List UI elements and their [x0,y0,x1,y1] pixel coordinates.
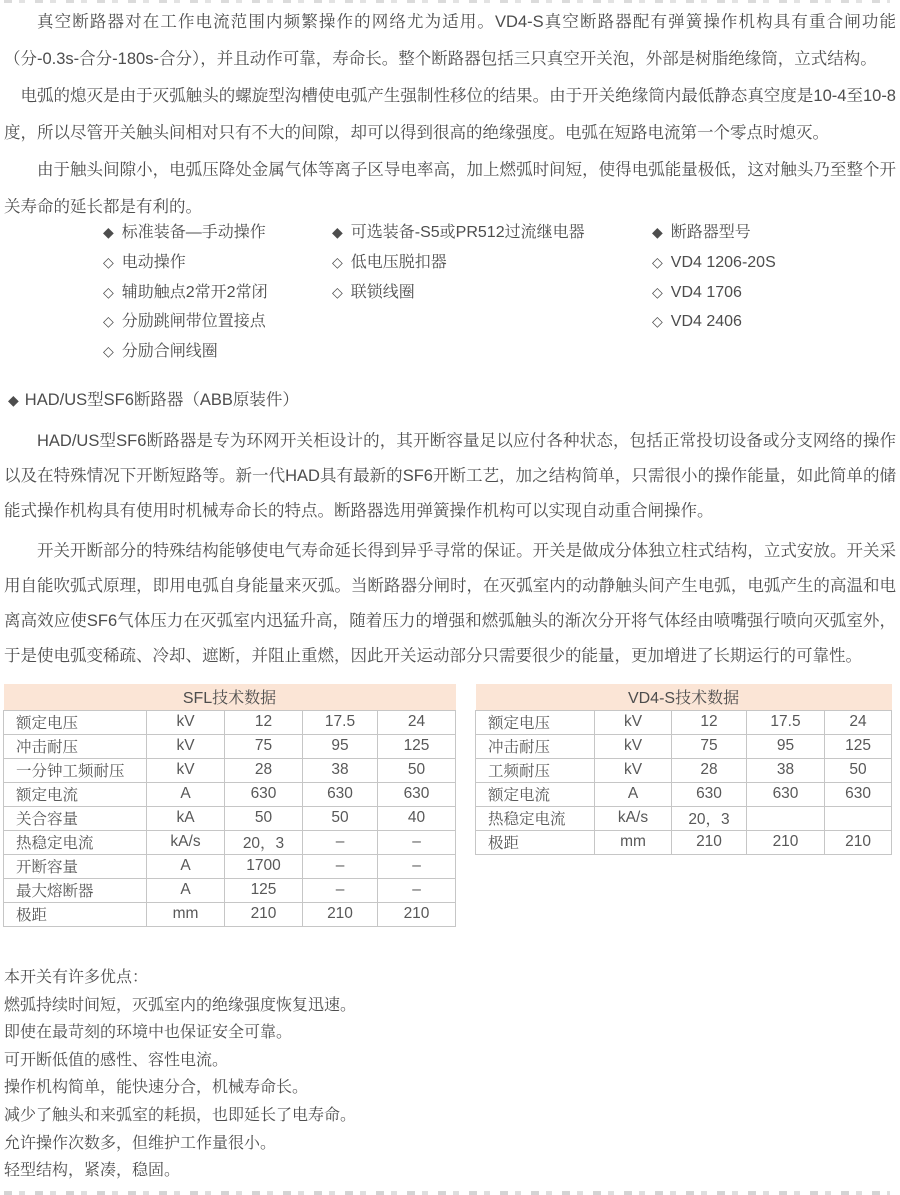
advantage-item: 轻型结构，紧凑，稳固。 [4,1162,181,1180]
advantage-item: 燃弧持续时间短，灭弧室内的绝缘强度恢复迅速。 [4,996,357,1014]
advantages-section [4,964,884,1185]
value-cell [747,806,825,830]
hollow-diamond-icon: ◇ [103,283,114,300]
value-cell: 50 [378,758,456,782]
advantages-title: 本开关有许多优点： [4,969,149,986]
unit-cell: A [147,878,225,902]
row-label-cell: 极距 [476,830,595,854]
table-row [476,710,892,734]
value-cell: 75 [225,734,303,758]
feature-item-label: 分励合闸线圈 [121,343,218,361]
value-cell: 210 [825,830,892,854]
unit-cell: A [147,782,225,806]
intro-section [4,4,896,226]
table-title: SFL技术数据 [4,684,456,710]
unit-cell: kV [595,710,672,734]
filled-diamond-icon: ◆ [8,392,19,408]
feature-item [332,278,585,308]
value-cell: 50 [303,806,378,830]
hollow-diamond-icon: ◇ [652,283,663,300]
value-cell: 20，3 [672,806,747,830]
feature-item-label: VD4 2406 [670,313,742,331]
feature-item [652,307,776,337]
filled-diamond-icon: ◆ [332,224,343,240]
value-cell: 28 [672,758,747,782]
section-heading [8,390,896,411]
equipment-options-section [0,218,900,378]
cropped-text-edge-top [4,0,890,3]
table-row [4,902,456,926]
value-cell: 38 [747,758,825,782]
row-label-cell: 热稳定电流 [476,806,595,830]
value-cell: 24 [378,710,456,734]
sfl-tech-table [3,684,456,927]
hollow-diamond-icon: ◇ [103,343,114,360]
value-cell: 95 [303,734,378,758]
value-cell: 50 [825,758,892,782]
value-cell: 24 [825,710,892,734]
feature-item-label: 可选装备-S5或PR512过流继电器 [350,224,585,241]
advantage-item: 即使在最苛刻的环境中也保证安全可靠。 [4,1024,293,1042]
value-cell: 75 [672,734,747,758]
unit-cell: A [595,782,672,806]
row-label-cell: 开断容量 [4,854,147,878]
unit-cell: kV [595,758,672,782]
table-row [476,806,892,830]
standard-equipment-list [103,218,268,367]
value-cell: 630 [747,782,825,806]
table-row [476,734,892,758]
value-cell: – [378,878,456,902]
row-label-cell: 极距 [4,902,147,926]
row-label-cell: 一分钟工频耐压 [4,758,147,782]
value-cell: 630 [378,782,456,806]
row-label-cell: 热稳定电流 [4,830,147,854]
sf6-breaker-section [4,390,896,674]
value-cell: – [303,878,378,902]
feature-item [652,248,776,278]
feature-item [332,218,585,248]
table-header-row [476,684,892,710]
value-cell: 630 [825,782,892,806]
feature-item [103,307,268,337]
feature-item-label: 分励跳闸带位置接点 [121,313,266,331]
value-cell: – [303,854,378,878]
value-cell: – [378,830,456,854]
value-cell: 50 [225,806,303,830]
value-cell: 20，3 [225,830,303,854]
paragraph-sf6-design: HAD/US型SF6断路器是专为环网开关柜设计的，其开断容量足以应付各种状态，包括正常投切设备或分支网络的操作以及在特殊情况下开断短路等。新一代HAD具有最新的SF6开断工艺，加之结构简单，只需很小的操作能量，如此简单的储能式操作机构具有使用时机械寿命长的特点。断路器选用弹簧操作机构可以实现自动重合闸操作。 [4,432,896,520]
value-cell: 28 [225,758,303,782]
value-cell: 630 [303,782,378,806]
value-cell: 17.5 [747,710,825,734]
table-row [4,734,456,758]
hollow-diamond-icon: ◇ [103,313,114,330]
paragraph-vacuum-breaker: 真空断路器对在工作电流范围内频繁操作的网络尤为适用。VD4-S真空断路器配有弹簧操作机构具有重合闸功能（分-0.3s-合分-180s-合分），并且动作可靠，寿命长。整个断路器包括三只真空开关泡，外部是树脂绝缘筒，立式结构。 [4,13,896,68]
table-row [4,806,456,830]
table-row [476,758,892,782]
advantage-item: 允许操作次数多，但维护工作量很小。 [4,1134,277,1152]
feature-item-label: 辅助触点2常开2常闭 [121,283,268,301]
unit-cell: kA/s [147,830,225,854]
feature-item-label: VD4 1706 [670,283,742,301]
row-label-cell: 冲击耐压 [4,734,147,758]
value-cell: 210 [303,902,378,926]
value-cell: 40 [378,806,456,830]
value-cell: 210 [225,902,303,926]
value-cell: – [378,854,456,878]
feature-item [652,218,776,248]
row-label-cell: 工频耐压 [476,758,595,782]
advantages-list [4,992,884,1185]
hollow-diamond-icon: ◇ [652,313,663,330]
value-cell [825,806,892,830]
value-cell: 210 [378,902,456,926]
breaker-model-list [652,218,776,337]
feature-item [103,337,268,367]
feature-item-label: 断路器型号 [670,224,751,241]
unit-cell: A [147,854,225,878]
section-heading-text: HAD/US型SF6断路器（ABB原装件） [24,391,299,409]
filled-diamond-icon: ◆ [652,224,663,240]
feature-item [103,278,268,308]
row-label-cell: 额定电压 [476,710,595,734]
unit-cell: kV [147,758,225,782]
hollow-diamond-icon: ◇ [332,283,343,300]
unit-cell: mm [147,902,225,926]
table-row [4,854,456,878]
value-cell: 210 [747,830,825,854]
unit-cell: kV [147,734,225,758]
paragraph-sf6-arc-quenching: 开关开断部分的特殊结构能够使电气寿命延长得到异乎寻常的保证。开关是做成分体独立柱式结构，立式安放。开关采用自能吹弧式原理，即用电弧自身能量来灭弧。当断路器分闸时，在灭弧室内的动静触头间产生电弧，电弧产生的高温和电离高效应使SF6气体压力在灭弧室内迅猛升高，随着压力的增强和燃弧触头的渐次分开将气体经由喷嘴强行喷向灭弧室外，于是使电弧变稀疏、冷却、遮断，并阻止重燃，因此开关运动部分只需要很少的能量，更加增进了长期运行的可靠性。 [4,542,896,665]
advantage-item: 操作机构简单，能快速分合，机械寿命长。 [4,1079,309,1097]
value-cell: 12 [672,710,747,734]
value-cell: 12 [225,710,303,734]
feature-item-label: 低电压脱扣器 [350,253,447,271]
feature-item [103,218,268,248]
optional-equipment-list [332,218,585,307]
table-row [476,782,892,806]
hollow-diamond-icon: ◇ [652,253,663,270]
row-label-cell: 最大熔断器 [4,878,147,902]
hollow-diamond-icon: ◇ [103,253,114,270]
unit-cell: kV [595,734,672,758]
row-label-cell: 冲击耐压 [476,734,595,758]
advantage-item: 减少了触头和来弧室的耗损，也即延长了电寿命。 [4,1106,357,1124]
value-cell: 125 [825,734,892,758]
unit-cell: kA/s [595,806,672,830]
value-cell: 17.5 [303,710,378,734]
unit-cell: kA [147,806,225,830]
table-header-row [4,684,456,710]
row-label-cell: 额定电流 [4,782,147,806]
hollow-diamond-icon: ◇ [332,253,343,270]
advantage-item: 可开断低值的感性、容性电流。 [4,1051,229,1069]
row-label-cell: 额定电流 [476,782,595,806]
row-label-cell: 额定电压 [4,710,147,734]
value-cell: 630 [672,782,747,806]
feature-item [103,248,268,278]
filled-diamond-icon: ◆ [103,224,114,240]
feature-item-label: 电动操作 [121,253,186,271]
table-row [476,830,892,854]
table-row [4,710,456,734]
table-row [4,758,456,782]
feature-item-label: 联锁线圈 [350,283,415,301]
value-cell: 1700 [225,854,303,878]
value-cell: 95 [747,734,825,758]
value-cell: 630 [225,782,303,806]
feature-item [332,248,585,278]
tech-data-tables [3,684,897,927]
value-cell: 210 [672,830,747,854]
value-cell: 38 [303,758,378,782]
paragraph-contact-gap: 由于触头间隙小，电弧压降处金属气体等离子区导电率高，加上燃弧时间短，使得电弧能量极低，这对触头乃至整个开关寿命的延长都是有利的。 [4,161,896,216]
table-title: VD4-S技术数据 [476,684,892,710]
unit-cell: kV [147,710,225,734]
table-row [4,878,456,902]
cropped-text-edge-bottom [4,1191,890,1195]
vd4s-tech-table [475,684,892,855]
paragraph-arc-extinguishing: 电弧的熄灭是由于灭弧触头的螺旋型沟槽使电弧产生强制性移位的结果。由于开关绝缘筒内最低静态真空度是10-4至10-8度，所以尽管开关触头间相对只有不大的间隙，却可以得到很高的绝缘强度。电弧在短路电流第一个零点时熄灭。 [4,87,896,142]
value-cell: – [303,830,378,854]
value-cell: 125 [225,878,303,902]
feature-item-label: VD4 1206-20S [670,253,776,271]
unit-cell: mm [595,830,672,854]
feature-item [652,278,776,308]
feature-item-label: 标准装备—手动操作 [121,224,266,241]
value-cell: 125 [378,734,456,758]
table-row [4,782,456,806]
row-label-cell: 关合容量 [4,806,147,830]
table-row [4,830,456,854]
